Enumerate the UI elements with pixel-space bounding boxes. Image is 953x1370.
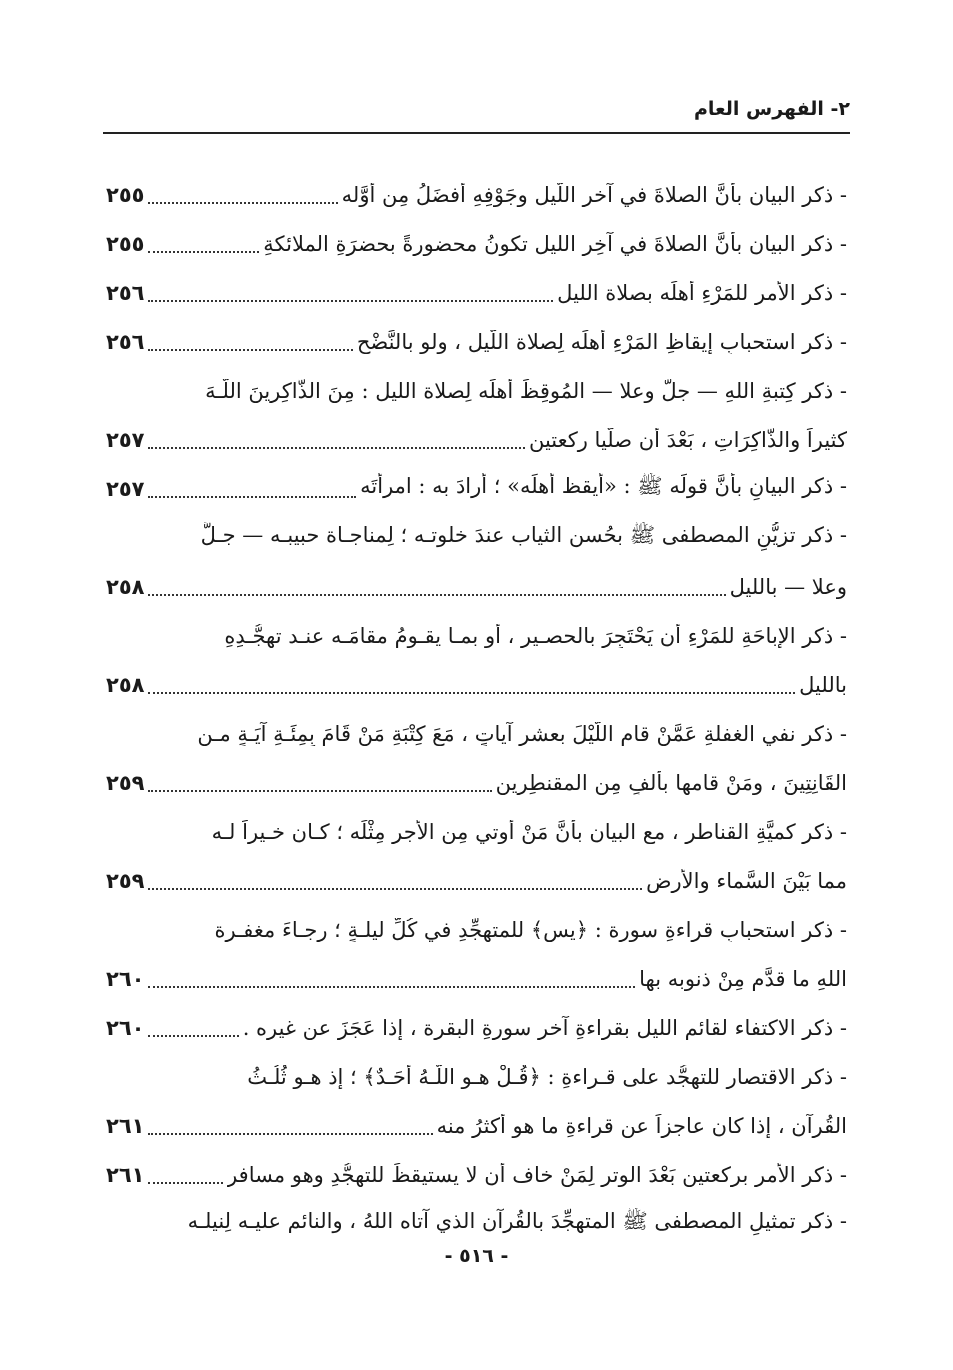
entry-text: القَانِتِينَ ، ومَنْ قامها بألفٍ مِن المقنطِرين (495, 770, 847, 795)
entry-text: - ذكر استحبابِ قراءةِ سورة : ﴿يس﴾ للمتهجِّدِ في كُلِّ ليلـةٍ ؛ رجـاءَ مغفـرة (214, 917, 847, 942)
entry-text: كثيراً والذَّاكِرَاتِ ، بَعْدَ أن صلَّيا ركعتين (528, 427, 847, 452)
entry-text: - ذكر تزيُّنِ المصطفى ﷺ بحُسن الثياب عندَ خلوتـه ؛ لِمناجـاة حبيبـه — جـلَّ (200, 523, 847, 547)
header-rule (103, 132, 850, 134)
index-entry-line (106, 954, 847, 1003)
entry-text: - ذكر الأمرِ للمَرْءِ أهلَه بصلاة الليل (557, 280, 847, 305)
entry-page-number: ٢٥٥ (106, 231, 145, 256)
entry-text: وعلا — بالليل (729, 574, 847, 599)
entry-page-number: ٢٥٨ (106, 672, 145, 697)
index-entry-line (106, 856, 847, 905)
index-entry-line (106, 1052, 847, 1101)
index-entry-line (106, 1150, 847, 1199)
dot-leader (148, 888, 642, 890)
dot-leader (148, 251, 259, 253)
index-entry-line (106, 366, 847, 415)
entry-page-number: ٢٥٦ (106, 280, 145, 305)
index-entry-line (106, 1199, 847, 1248)
index-entry-line (106, 562, 847, 611)
index-entry-line (106, 611, 847, 660)
entry-page-number: ٢٥٥ (106, 182, 145, 207)
dot-leader (148, 202, 337, 204)
entry-page-number: ٢٦٠ (106, 966, 145, 991)
index-entry-line (106, 660, 847, 709)
entry-text: - ذكر البيانِ بأنَّ الصلاةَ في آخِرِ الليلِ تكونُ محضورةً بحضرَةِ الملائكةِ (263, 231, 847, 256)
dot-leader (148, 349, 352, 351)
index-entry-line (106, 513, 847, 562)
dot-leader (148, 692, 795, 694)
index-entry-line (106, 268, 847, 317)
entry-page-number: ٢٦٠ (106, 1015, 145, 1040)
entry-page-number: ٢٥٧ (106, 427, 145, 452)
entry-text: - ذكر البيانِ بأنَّ قولَه ﷺ : «أيقظ أهلَه» ؛ أرادَ به : امرأتَه (360, 474, 847, 498)
index-entry-line (106, 170, 847, 219)
entry-text: - ذكر نفي الغفلةِ عَمَّنْ قام اللَّيْلَ بعشرِ آياتٍ ، مَعَ كِتْبَةِ مَنْ قَامَ بِمِئَـةِ آيَـةٍ مـن (197, 721, 847, 746)
entry-text: - ذكر تمثيلِ المصطفى ﷺ المتهجِّدَ بالقُرآن الذي آتاه اللهُ ، والنائم عليـه لِنيلـه (187, 1209, 847, 1233)
index-entry-line (106, 758, 847, 807)
dot-leader (148, 790, 491, 792)
entry-text: - ذكر الإباحَةِ للمَرْءِ أن يَحْتَجِرَ بالحصـيرِ ، أو بمـا يقـومُ مقامَـه عنـد تهجُّـدِهِ (224, 623, 847, 648)
entry-text: - ذكر استحبابِ إيقاظِ المَرْءِ أهلَه لِصلاة اللَّيلِ ، ولو بالنَّضْح (356, 329, 847, 354)
index-entry-line (106, 317, 847, 366)
entry-text: اللهِ ما قدَّم مِنْ ذنوبه بها (639, 966, 847, 991)
dot-leader (148, 300, 553, 302)
index-entry-line (106, 1003, 847, 1052)
dot-leader (148, 447, 525, 449)
entry-text: - ذكر كميَّةِ القناطرِ ، مع البيانِ بأنَّ مَنْ أوتي مِن الأجرِ مِثْلَه ؛ كـان خـيراً لـه (211, 819, 847, 844)
entry-text: بالليل (799, 672, 847, 697)
dot-leader (148, 1035, 238, 1037)
entry-page-number: ٢٥٨ (106, 574, 145, 599)
running-header: ٢- الفهرس العام (693, 98, 850, 120)
index-entry-line (106, 1101, 847, 1150)
index-entry-line (106, 464, 847, 513)
dot-leader (148, 594, 725, 596)
entry-page-number: ٢٦١ (106, 1162, 145, 1187)
index-entry-line (106, 415, 847, 464)
entry-page-number: ٢٥٩ (106, 770, 145, 795)
index-entry-line (106, 709, 847, 758)
entry-text: - ذكر الاكتفاء لقائم الليل بقراءةِ آخرِ سورةِ البقرة ، إذا عَجَزَ عن غيره . (242, 1015, 847, 1040)
entry-page-number: ٢٥٧ (106, 476, 145, 501)
entry-text: - ذكر كِتبةِ اللهِ — جلَّ وعلا — المُوقِظَ أهلَه لِصلاة الليل : مِنَ الذَّاكِرينَ اللَّـهَ (205, 378, 847, 403)
entry-page-number: ٢٦١ (106, 1113, 145, 1138)
entry-text: القُرآنِ ، إذا كان عاجزاً عن قراءةِ ما هو أكثرُ منه (436, 1113, 847, 1138)
entry-text: - ذكر البيان بأنَّ الصلاةَ في آخرِ اللَّيلِ وجَوْفِهِ أفضَلُ مِن أوَّله (341, 182, 847, 207)
entry-text: - ذكر الاقتصار للتهجُّد على قـراءةِ : ﴿قُـلْ هـو اللَّـهُ أحَـدٌ﴾ ؛ إذ هـو ثُلُـثُ (247, 1064, 847, 1089)
index-entry-line (106, 905, 847, 954)
index-entry-line (106, 219, 847, 268)
dot-leader (148, 986, 635, 988)
dot-leader (148, 1133, 432, 1135)
dot-leader (148, 1182, 223, 1184)
index-entries (106, 170, 847, 1248)
entry-page-number: ٢٥٩ (106, 868, 145, 893)
entry-page-number: ٢٥٦ (106, 329, 145, 354)
dot-leader (148, 496, 356, 498)
entry-text: مما بَيْنَ السَّماء والأرض (646, 868, 847, 893)
index-entry-line (106, 807, 847, 856)
page-number: - ٥١٦ - (444, 1245, 509, 1267)
entry-text: - ذكر الأمرِ بركعتين بَعْدَ الوتر لِمَنْ خاف أن لا يستيقظَ للتهجُّدِ وهو مسافر (227, 1162, 847, 1187)
